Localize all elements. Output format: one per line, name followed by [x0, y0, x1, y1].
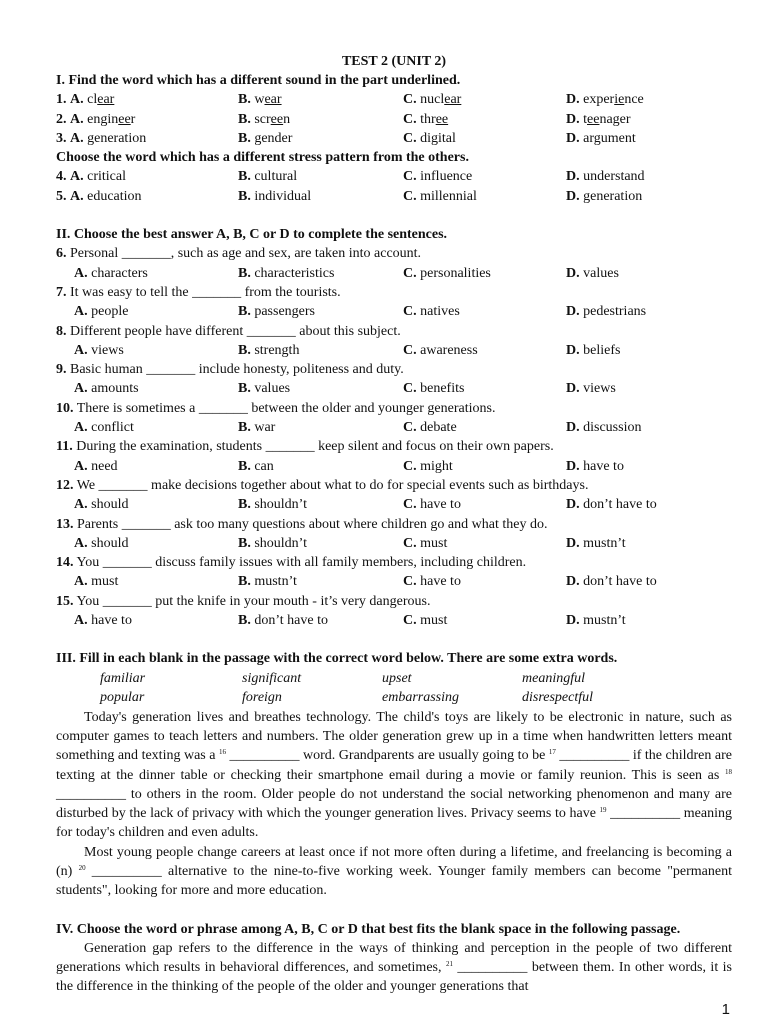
section-2-questions [56, 244, 732, 630]
option-b: B. values [238, 381, 291, 397]
question-4: 4. A. critical B. cultural C. influence D. understand [56, 169, 645, 185]
word-bank-item: disrespectful [522, 690, 594, 706]
section-3-heading: III. Fill in each blank in the passage with the correct word below. There are some extra words. [56, 651, 618, 667]
option-b: B. don’t have to [238, 613, 328, 629]
question-10: 10. There is sometimes a _______ between the older and younger generations. [56, 400, 496, 416]
passage-paragraph-3: Generation gap refers to the difference in the ways of thinking and perception in the people of two different generations which results in behavioral differences, and sometimes, $^{21}$ __________ between them. In other words, it is the difference in the thinking of the people of the older and younger generations that [56, 940, 733, 995]
question-9: 9. Basic human _______ include honesty, politeness and duty. [56, 362, 404, 378]
option-c: C. have to [403, 497, 461, 513]
option-a: A. amounts [74, 381, 139, 397]
answer-options [56, 341, 732, 360]
option-d: D. mustn’t [566, 535, 626, 551]
word-bank-row-1 [56, 669, 732, 689]
section-1-heading: I. Find the word which has a different sound in the part underlined. [56, 73, 461, 88]
option-d: D. views [566, 381, 616, 397]
option-a: A. should [74, 535, 129, 551]
option-d: D. pedestrians [566, 304, 647, 320]
option-a: A. have to [74, 613, 132, 629]
question-11: 11. During the examination, students _______ keep silent and focus on their own papers. [56, 439, 554, 455]
option-a: A. characters [74, 265, 148, 281]
question-12: 12. We _______ make decisions together about what to do for special events such as birthdays. [56, 477, 589, 493]
answer-options [56, 418, 732, 437]
option-a: A. views [74, 342, 124, 358]
question-6: 6. Personal _______, such as age and sex, are taken into account. [56, 246, 422, 262]
answer-options [56, 611, 732, 630]
option-b: B. shouldn’t [238, 497, 307, 513]
answer-options [56, 572, 732, 591]
option-a: A. conflict [74, 420, 134, 436]
page-title: TEST 2 (UNIT 2) [341, 54, 447, 69]
option-a: A. should [74, 497, 129, 513]
option-b: B. shouldn’t [238, 535, 307, 551]
section-1-subheading: Choose the word which has a different stress pattern from the others. [56, 150, 469, 166]
question-8: 8. Different people have different _______ about this subject. [56, 323, 401, 339]
option-c: C. must [403, 613, 448, 629]
word-bank-item: significant [242, 670, 302, 686]
option-d: D. don’t have to [566, 497, 657, 513]
answer-options [56, 379, 732, 398]
option-d: D. values [566, 265, 619, 281]
option-c: C. might [403, 458, 453, 474]
option-b: B. strength [238, 342, 300, 358]
word-bank-item: upset [382, 670, 412, 686]
word-bank-item: foreign [242, 690, 282, 706]
option-c: C. awareness [403, 342, 478, 358]
option-b: B. passengers [238, 304, 315, 320]
option-d: D. beliefs [566, 342, 621, 358]
answer-options [56, 264, 732, 283]
option-d: D. have to [566, 458, 624, 474]
option-d: D. don’t have to [566, 574, 657, 590]
question-5: 5. A. education B. individual C. millennial D. generation [56, 188, 643, 204]
option-b: B. mustn’t [238, 574, 297, 590]
option-c: C. debate [403, 420, 457, 436]
question-1: 1. A. clear B. wear C. nuclear D. experience [56, 92, 644, 108]
option-c: C. have to [403, 574, 461, 590]
option-a: A. must [74, 574, 119, 590]
option-c: C. must [403, 535, 448, 551]
section-4-heading: IV. Choose the word or phrase among A, B, C or D that best fits the blank space in the following passage. [56, 921, 681, 937]
answer-options [56, 457, 732, 476]
word-bank-item: familiar [100, 670, 146, 686]
word-bank-item: embarrassing [382, 690, 460, 706]
answer-options [56, 495, 732, 514]
question-3: 3. A. generation B. gender C. digital D. argument [56, 130, 636, 146]
question-15: 15. You _______ put the knife in your mouth - it’s very dangerous. [56, 593, 431, 609]
passage-paragraph-1: Today's generation lives and breathes technology. The child's toys are likely to be electronic in nature, such as computer games to teach letters and numbers. The older generation grew up in a time when handwritten letters meant something and texting was a $^{16}$ __________ word. Grandparents are usually going to be $^{17}$ __________ if the children are texting at the dinner table or checking their smartphone email during a movie or family reunion. This is seen as $^{18}$ __________ to others in the room. Older people do not understand the social networking phenomenon and many are disturbed by the lack of privacy with which the younger generation lives. Privacy seems to have $^{19}$ __________ meaning for today's children and even adults. [56, 709, 732, 841]
answer-options [56, 534, 732, 553]
worksheet [56, 52, 732, 997]
word-bank-item: meaningful [522, 670, 585, 686]
option-c: C. natives [403, 304, 460, 320]
question-7: 7. It was easy to tell the _______ from the tourists. [56, 284, 341, 300]
question-13: 13. Parents _______ ask too many questions about where children go and what they do. [56, 516, 548, 532]
option-c: C. benefits [403, 381, 465, 397]
answer-options [56, 302, 732, 321]
section-2-heading: II. Choose the best answer A, B, C or D to complete the sentences. [56, 227, 448, 243]
option-a: A. people [74, 304, 129, 320]
option-b: B. characteristics [238, 265, 335, 281]
option-b: B. war [238, 420, 276, 436]
word-bank-item: popular [100, 690, 145, 706]
page-number: 1 [721, 1001, 730, 1018]
question-2: 2. A. engineer B. screen C. three D. teenager [56, 111, 631, 127]
question-14: 14. You _______ discuss family issues with all family members, including children. [56, 555, 527, 571]
option-b: B. can [238, 458, 274, 474]
option-d: D. mustn’t [566, 613, 626, 629]
option-a: A. need [74, 458, 118, 474]
option-c: C. personalities [403, 265, 491, 281]
option-d: D. discussion [566, 420, 642, 436]
word-bank-row-2 [56, 688, 732, 708]
passage-paragraph-2: Most young people change careers at least once if not more often during a lifetime, and freelancing is becoming a (n) $^{20}$ __________ alternative to the nine-to-five working week. Younger family members can become "permanent students", looking for more and more education. [56, 844, 733, 899]
